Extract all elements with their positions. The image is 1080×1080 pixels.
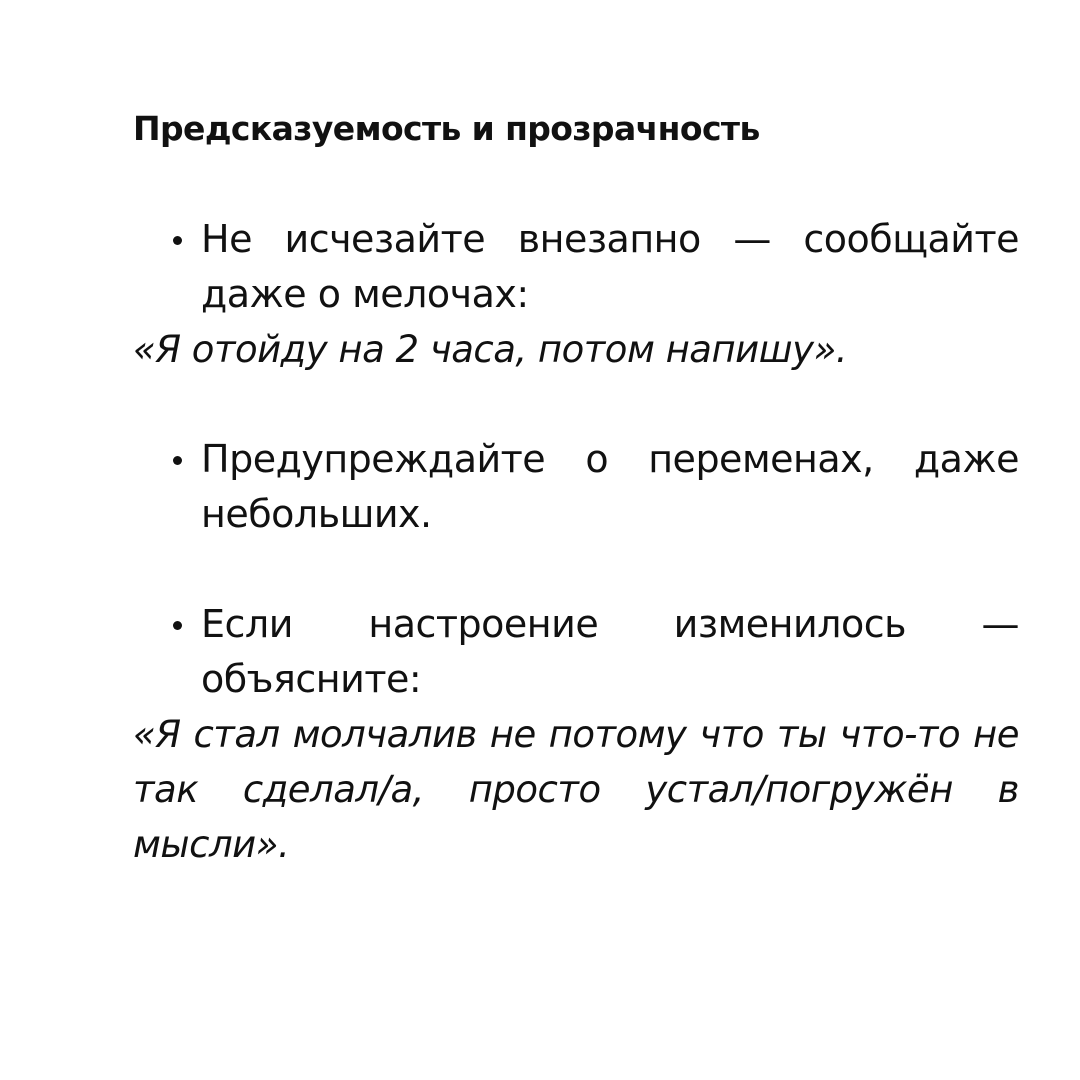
bullet-dot-icon	[173, 456, 182, 465]
bullet-row	[133, 212, 1019, 322]
list-item	[133, 597, 1019, 872]
bullet-dot-icon	[173, 236, 182, 245]
page-title: Предсказуемость и прозрачность	[133, 109, 760, 148]
bullet-row	[133, 597, 1019, 707]
example-quote: «Я отойду на 2 часа, потом напишу».	[133, 328, 848, 371]
bullet-text: Предупреждайте о переменах, даже небольших.	[201, 437, 1019, 536]
bullet-row	[133, 432, 1019, 542]
bullet-text: Не исчезайте внезапно — сообщайте даже о мелочах:	[201, 217, 1019, 316]
list-item	[133, 432, 1019, 542]
bullet-dot-icon	[173, 621, 182, 630]
list-item	[133, 212, 1019, 377]
example-quote: «Я стал молчалив не потому что ты что-то не так сделал/а, просто устал/погружён в мысли».	[133, 713, 1019, 866]
bullet-text: Если настроение изменилось — объясните:	[201, 602, 1019, 701]
